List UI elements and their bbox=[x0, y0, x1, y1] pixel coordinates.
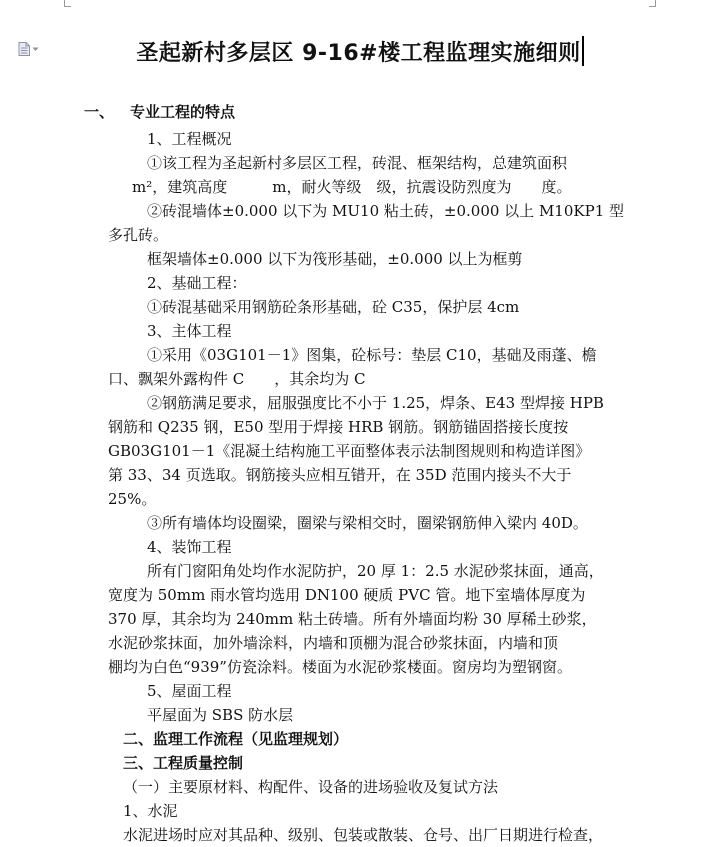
item-foundation-label: 2、基础工程： bbox=[147, 274, 247, 292]
subsection-1-heading: （一）主要原材料、构配件、设备的进场验收及复试方法 bbox=[123, 778, 499, 796]
para-wall-line-2: 多孔砖。 bbox=[108, 226, 169, 244]
para-rebar-line-4: 第 33、34 页选取。钢筋接头应相互错开，在 35D 范围内接头不大于 bbox=[108, 466, 572, 484]
page-corner-mark-right bbox=[649, 0, 656, 7]
page-corner-mark-left bbox=[64, 0, 71, 7]
para-roof: 平屋面为 SBS 防水层 bbox=[147, 706, 294, 724]
para-rebar-line-5: 25%。 bbox=[108, 490, 157, 508]
para-rebar-line-3: GB03G101－1《混凝土结构施工平面整体表示法制图规则和构造详图》 bbox=[108, 442, 591, 460]
section-1-heading: 一、 专业工程的特点 bbox=[84, 103, 236, 121]
para-ring-beam: ③所有墙体均设圈梁，圈梁与梁相交时，圈梁钢筋伸入梁内 40D。 bbox=[147, 514, 588, 532]
para-overview-line-2: m²，建筑高度 m，耐火等级 级，抗震设防烈度为 度。 bbox=[132, 178, 572, 196]
item-overview-label: 1、工程概况 bbox=[147, 130, 232, 148]
para-rebar-line-2: 钢筋和 Q235 钢，E50 型用于焊接 HRB 钢筋。钢筋锚固搭接长度按 bbox=[108, 418, 569, 436]
para-wall-line-1: ②砖混墙体±0.000 以下为 MU10 粘土砖，±0.000 以上 M10KP1 型 bbox=[147, 202, 625, 220]
para-overview-line-1: ①该工程为圣起新村多层区工程，砖混、框架结构，总建筑面积 bbox=[147, 154, 568, 172]
para-decoration-line-5: 棚均为白色“939”仿瓷涂料。楼面为水泥砂浆楼面。窗房均为塑钢窗。 bbox=[108, 658, 572, 676]
para-decoration-line-4: 水泥砂浆抹面，加外墙涂料，内墙和顶棚为混合砂浆抹面，内墙和顶 bbox=[108, 634, 559, 652]
section-2-heading: 二、监理工作流程（见监理规划） bbox=[123, 730, 349, 748]
para-frame-wall: 框架墙体±0.000 以下为筏形基础，±0.000 以上为框剪 bbox=[147, 250, 523, 268]
para-decoration-line-3: 370 厚，其余均为 240mm 粘土砖墙。所有外墙面均粉 30 厚稀土砂浆， bbox=[108, 610, 597, 628]
text-cursor bbox=[582, 36, 584, 66]
document-title[interactable]: 圣起新村多层区 9-16#楼工程监理实施细则 bbox=[0, 36, 720, 67]
item-roof-label: 5、屋面工程 bbox=[147, 682, 232, 700]
para-concrete-line-2: 口、飘架外露构件 C ，其余均为 C bbox=[108, 370, 366, 388]
item-main-structure-label: 3、主体工程 bbox=[147, 322, 232, 340]
para-cement: 水泥进场时应对其品种、级别、包装或散装、仓号、出厂日期进行检查， bbox=[123, 826, 604, 844]
para-decoration-line-2: 宽度为 50mm 雨水管均选用 DN100 硬质 PVC 管。地下室墙体厚度为 bbox=[108, 586, 586, 604]
item-cement-label: 1、水泥 bbox=[123, 802, 178, 820]
item-decoration-label: 4、装饰工程 bbox=[147, 538, 232, 556]
para-rebar-line-1: ②钢筋满足要求，屈服强度比不小于 1.25，焊条、E43 型焊接 HPB bbox=[147, 394, 604, 412]
para-concrete-line-1: ①采用《03G101－1》图集，砼标号：垫层 C10，基础及雨蓬、檐 bbox=[147, 346, 597, 364]
section-3-heading: 三、工程质量控制 bbox=[123, 754, 244, 772]
para-decoration-line-1: 所有门窗阳角处均作水泥防护，20 厚 1：2.5 水泥砂浆抹面，通高， bbox=[147, 562, 604, 580]
para-foundation: ①砖混基础采用钢筋砼条形基础，砼 C35，保护层 4cm bbox=[147, 298, 520, 316]
